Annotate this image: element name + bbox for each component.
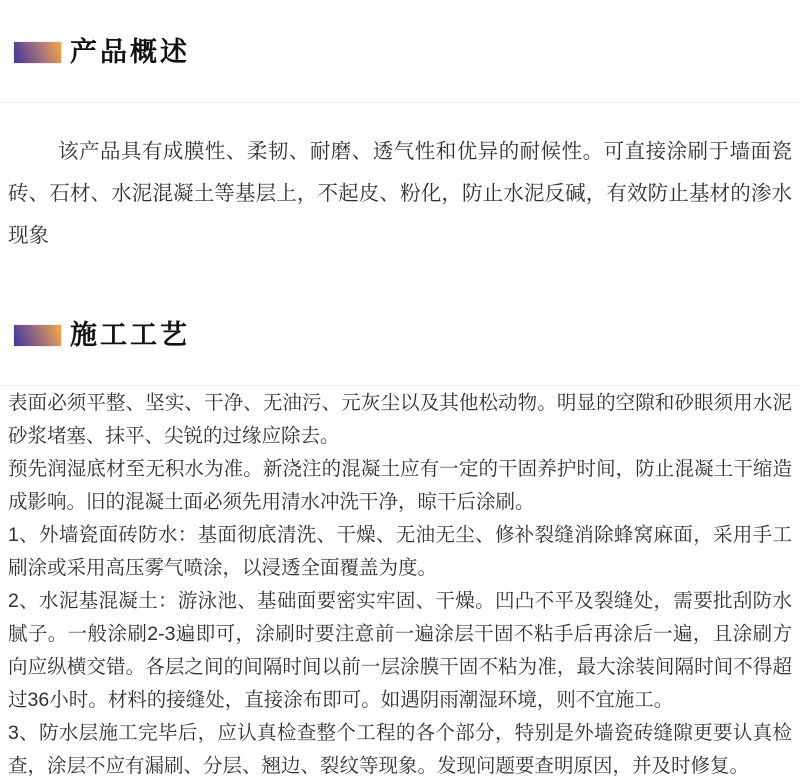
product-overview-body bbox=[8, 131, 792, 257]
gradient-bar-icon bbox=[14, 325, 61, 346]
paragraph-step-1-exterior-tile: 1、外墙瓷面砖防水：基面彻底清洗、干燥、无油无尘、修补裂缝消除蜂窝麻面，采用手工刷涂或采用高压雾气喷涂，以浸透全面覆盖为度。 bbox=[8, 523, 792, 579]
paragraph-overview: 该产品具有成膜性、柔韧、耐磨、透气性和优异的耐候性。可直接涂刷于墙面瓷砖、石材、水泥混凝土等基层上，不起皮、粉化，防止水泥反碱，有效防止基材的渗水现象 bbox=[8, 139, 792, 247]
construction-process-body bbox=[0, 386, 800, 783]
paragraph-step-3-inspection: 3、防水层施工完毕后，应认真检查整个工程的各个部分，特别是外墙瓷砖缝隙更要认真检查，涂层不应有漏刷、分层、翘边、裂纹等现象。发现问题要查明原因，并及时修复。 bbox=[8, 721, 792, 777]
paragraph-prewetting: 预先润湿底材至无积水为准。新浇注的混凝土应有一定的干固养护时间，防止混凝土干缩造成影响。旧的混凝土面必须先用清水冲洗干净，晾干后涂刷。 bbox=[8, 457, 792, 513]
section-title-product-overview: 产品概述 bbox=[70, 37, 190, 68]
paragraph-surface-requirements: 表面必须平整、坚实、干净、无油污、元灰尘以及其他松动物。明显的空隙和砂眼须用水泥砂浆堵塞、抹平、尖锐的过缘应除去。 bbox=[8, 391, 792, 447]
section-header-construction-process bbox=[0, 283, 800, 386]
paragraph-step-2-cement-concrete: 2、水泥基混凝土：游泳池、基础面要密实牢固、干燥。凹凸不平及裂缝处，需要批刮防水腻子。一般涂刷2-3遍即可，涂刷时要注意前一遍涂层干固不粘手后再涂后一遍，且涂刷方向应纵横交错。各层之间的间隔时间以前一层涂膜干固不粘为准，最大涂装间隔时间不得超过36小时。材料的接缝处，直接涂布即可。如遇阴雨潮湿环境，则不宜施工。 bbox=[8, 589, 792, 711]
section-title-construction-process: 施工工艺 bbox=[70, 320, 190, 351]
section-header-product-overview bbox=[0, 0, 800, 103]
gradient-bar-icon bbox=[14, 42, 61, 63]
